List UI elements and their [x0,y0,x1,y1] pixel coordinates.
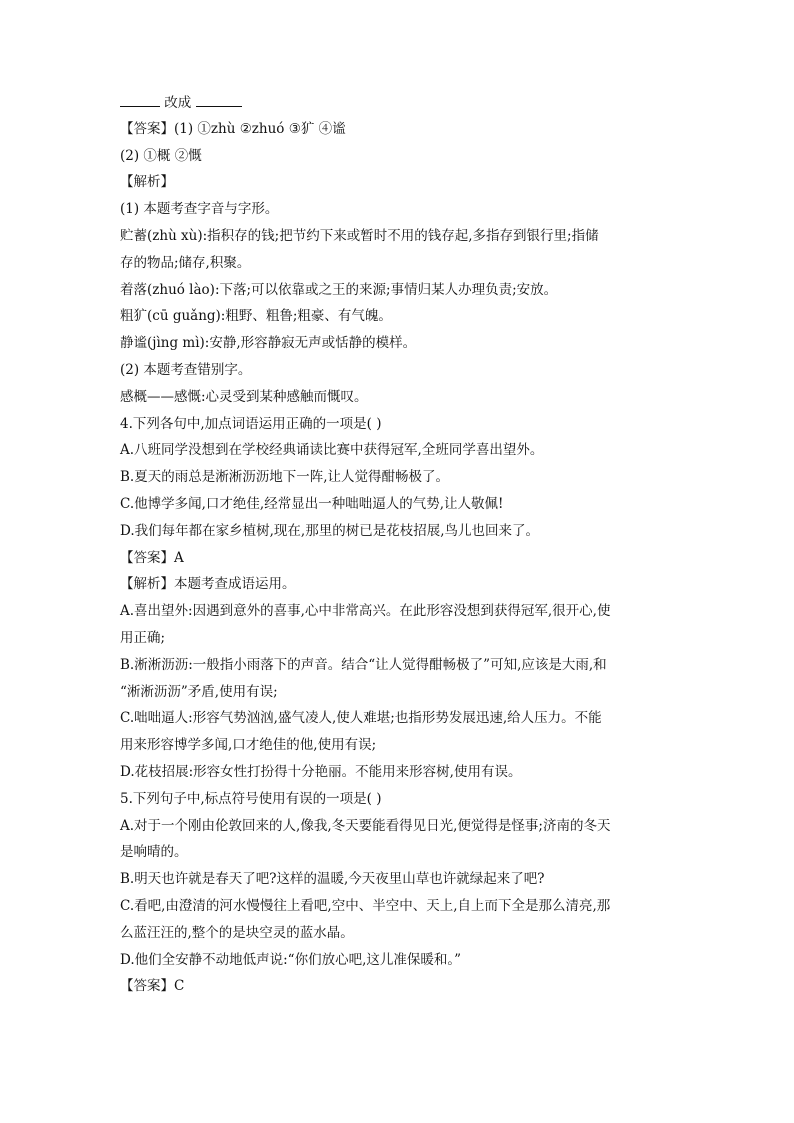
fill-blank-line [120,92,680,112]
analysis-text: 存的物品;储存,积聚。 [120,254,251,271]
analysis-text: 感概——感慨:心灵受到某种感触而慨叹。 [120,388,368,405]
question-option: A.八班同学没想到在学校经典诵读比赛中获得冠军,全班同学喜出望外。 [120,442,544,459]
answer-blank [120,92,160,107]
question-option: A.对于一个刚由伦敦回来的人,像我,冬天要能看得见日光,便觉得是怪事;济南的冬天 [120,817,611,834]
answer-line: 【答案】(1) ①zhù ②zhuó ③犷 ④谧 [120,120,346,137]
analysis-text: 粗犷(cū guǎng):粗野、粗鲁;粗豪、有气魄。 [120,308,392,325]
question-option: B.明天也许就是春天了吧?这样的温暖,今天夜里山草也许就绿起来了吧? [120,871,545,888]
question-option: C.看吧,由澄清的河水慢慢往上看吧,空中、半空中、天上,自上而下全是那么清亮,那 [120,897,611,914]
answer-line: (2) ①概 ②慨 [120,147,202,164]
analysis-text: B.淅淅沥沥:一般指小雨落下的声音。结合“让人觉得酣畅极了”可知,应该是大雨,和 [120,656,607,673]
question-option: B.夏天的雨总是淅淅沥沥地下一阵,让人觉得酣畅极了。 [120,469,450,486]
analysis-text: 贮蓄(zhù xù):指积存的钱;把节约下来或暂时不用的钱存起,多指存到银行里;指储 [120,227,599,244]
question-option: D.他们全安静不动地低声说:“你们放心吧,这儿准保暖和。” [120,951,462,968]
answer-line: 【答案】A [120,549,184,566]
answer-line: 【答案】C [120,978,185,995]
question-5: 5.下列句子中,标点符号使用有误的一项是( ) [120,790,382,807]
answer-blank [196,92,242,107]
analysis-text: 静谧(jìng mì):安静,形容静寂无声或恬静的模样。 [120,335,417,352]
analysis-text: (1) 本题考查字音与字形。 [120,201,279,218]
question-option: D.我们每年都在家乡植树,现在,那里的树已是花枝招展,鸟儿也回来了。 [120,522,540,539]
analysis-text: 着落(zhuó lào):下落;可以依靠或之王的来源;事情归某人办理负责;安放。 [120,281,558,298]
analysis-text: 用来形容博学多闻,口才绝佳的他,使用有误; [120,737,377,754]
analysis-text: (2) 本题考查错别字。 [120,361,252,378]
analysis-text: D.花枝招展:形容女性打扮得十分艳丽。不能用来形容树,使用有误。 [120,763,522,780]
analysis-text: A.喜出望外:因遇到意外的喜事,心中非常高兴。在此形容没想到获得冠军,很开心,使 [120,603,611,620]
analysis-text: C.咄咄逼人:形容气势汹汹,盛气凌人,使人难堪;也指形势发展迅速,给人压力。不能 [120,710,602,727]
fill-blank-text: 改成 [160,95,196,111]
question-option: 是响晴的。 [120,844,188,861]
question-option: C.他博学多闻,口才绝佳,经常显出一种咄咄逼人的气势,让人敬佩! [120,495,504,512]
question-4: 4.下列各句中,加点词语运用正确的一项是( ) [120,415,382,432]
analysis-text: “淅淅沥沥”矛盾,使用有误; [120,683,278,700]
question-option: 么蓝汪汪的,整个的是块空灵的蓝水晶。 [120,924,354,941]
document-page [120,92,680,1003]
analysis-heading: 【解析】 [120,174,174,191]
analysis-text: 用正确; [120,629,166,646]
analysis-heading: 【解析】本题考查成语运用。 [120,576,296,593]
